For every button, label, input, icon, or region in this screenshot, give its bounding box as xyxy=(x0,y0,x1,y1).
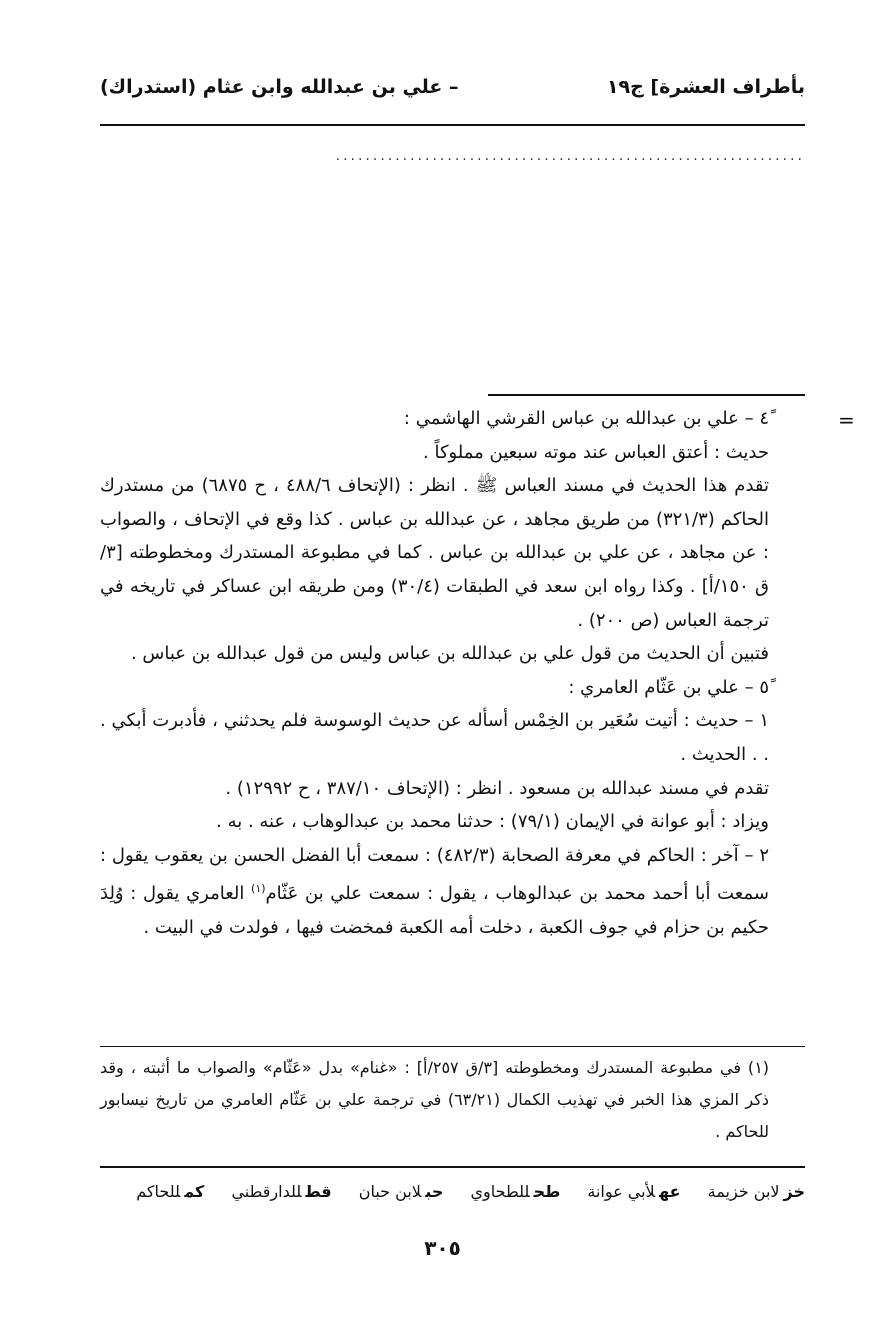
book-title: بأطراف العشرة] ج١٩ xyxy=(606,76,805,98)
running-header xyxy=(100,76,805,116)
entry-5-hadith-2 xyxy=(100,839,805,945)
margin-mark: = xyxy=(838,408,855,432)
entry-4-conclusion: فتبين أن الحديث من قول علي بن عبدالله بن عباس وليس من قول عبدالله بن عباس . xyxy=(130,643,769,665)
page-number: ٣٠٥ xyxy=(424,1236,461,1260)
footnote-text: (١) في مطبوعة المستدرك ومخطوطته [٣/ق ٢٥٧/أ] : «غنام» بدل «عَثّام» والصواب ما أثبته ، وقد ذكر المزي هذا الخبر في تهذيب الكمال (٦٣/٢١) في ترجمة علي بن عَثّام العامري من تاريخ نيسابور للحاكم . xyxy=(100,1058,770,1141)
main-text xyxy=(100,402,805,945)
header-rule xyxy=(100,124,805,126)
footnote xyxy=(100,1052,805,1148)
footer-rule xyxy=(100,1166,805,1168)
abbrev-item: قطللدارقطني xyxy=(231,1182,332,1201)
footnote-rule xyxy=(100,1046,805,1047)
section-start-rule xyxy=(488,394,805,396)
entry-5-hadith-2-text-b: العامري يقول : وُلِدَ حكيم بن حزام في جوف الكعبة ، دخلت أمه الكعبة فمخضت فيها ، فولدت في البيت . xyxy=(100,883,769,938)
footnote-reference: (١) xyxy=(251,882,266,896)
entry-4-commentary: تقدم هذا الحديث في مسند العباس ﷺ . انظر : (الإتحاف ٤٨٨/٦ ، ح ٦٨٧٥) من مستدرك الحاكم (٣٢١/٣) من طريق مجاهد ، عن عبدالله بن عباس . كذا وقع في الإتحاف ، والصواب : عن مجاهد ، عن علي بن عبدالله بن عباس . كما في مطبوعة المستدرك ومخطوطته [٣/ق ١٥٠/أ] . وكذا رواه ابن سعد في الطبقات (٣٠/٤) ومن طريقه ابن عساكر في تاريخه في ترجمة العباس (ص ٢٠٠) . xyxy=(100,475,770,631)
entry-4-title: ٤ً – علي بن عبدالله بن عباس القرشي الهاشمي : xyxy=(403,408,769,429)
abbrev-item: كمللحاكم xyxy=(136,1182,205,1201)
entry-5-hadith-1-ref: تقدم في مسند عبدالله بن مسعود . انظر : (الإتحاف ٣٨٧/١٠ ، ح ١٢٩٩٢) . xyxy=(225,777,769,799)
entry-5-hadith-1: ١ – حديث : أتيت سُعَير بن الخِمْس أسأله عن حديث الوسوسة فلم يحدثني ، فأدبرت أبكي . . . الحديث . xyxy=(100,710,769,765)
entry-4-hadith: حديث : أعتق العباس عند موته سبعين مملوكاً . xyxy=(423,441,769,463)
abbrev-item: عهلأبي عوانة xyxy=(587,1182,681,1201)
dotted-placeholder-line: ............................................................... xyxy=(335,148,805,164)
entry-5-hadith-2-text-a: ٢ – آخر : الحاكم في معرفة الصحابة (٤٨٢/٣) : سمعت أبا الفضل الحسن بن يعقوب يقول : سمعت أبا أحمد محمد بن عبدالوهاب ، يقول : سمعت علي بن عَثّام xyxy=(100,844,769,905)
abbrev-item: خزلابن خزيمة xyxy=(707,1182,805,1201)
abbrev-item: طحللطحاوي xyxy=(470,1182,561,1201)
entry-5-hadith-1-addition: ويزاد : أبو عوانة في الإيمان (٧٩/١) : حدثنا محمد بن عبدالوهاب ، عنه . به . xyxy=(216,811,769,833)
entry-5-title: ٥ً – علي بن عَثّام العامري : xyxy=(568,676,769,698)
abbrev-item: حبلابن حبان xyxy=(358,1182,444,1201)
abbreviation-key xyxy=(96,1182,805,1201)
section-title: – علي بن عبدالله وابن عثام (استدراك) xyxy=(100,76,459,98)
